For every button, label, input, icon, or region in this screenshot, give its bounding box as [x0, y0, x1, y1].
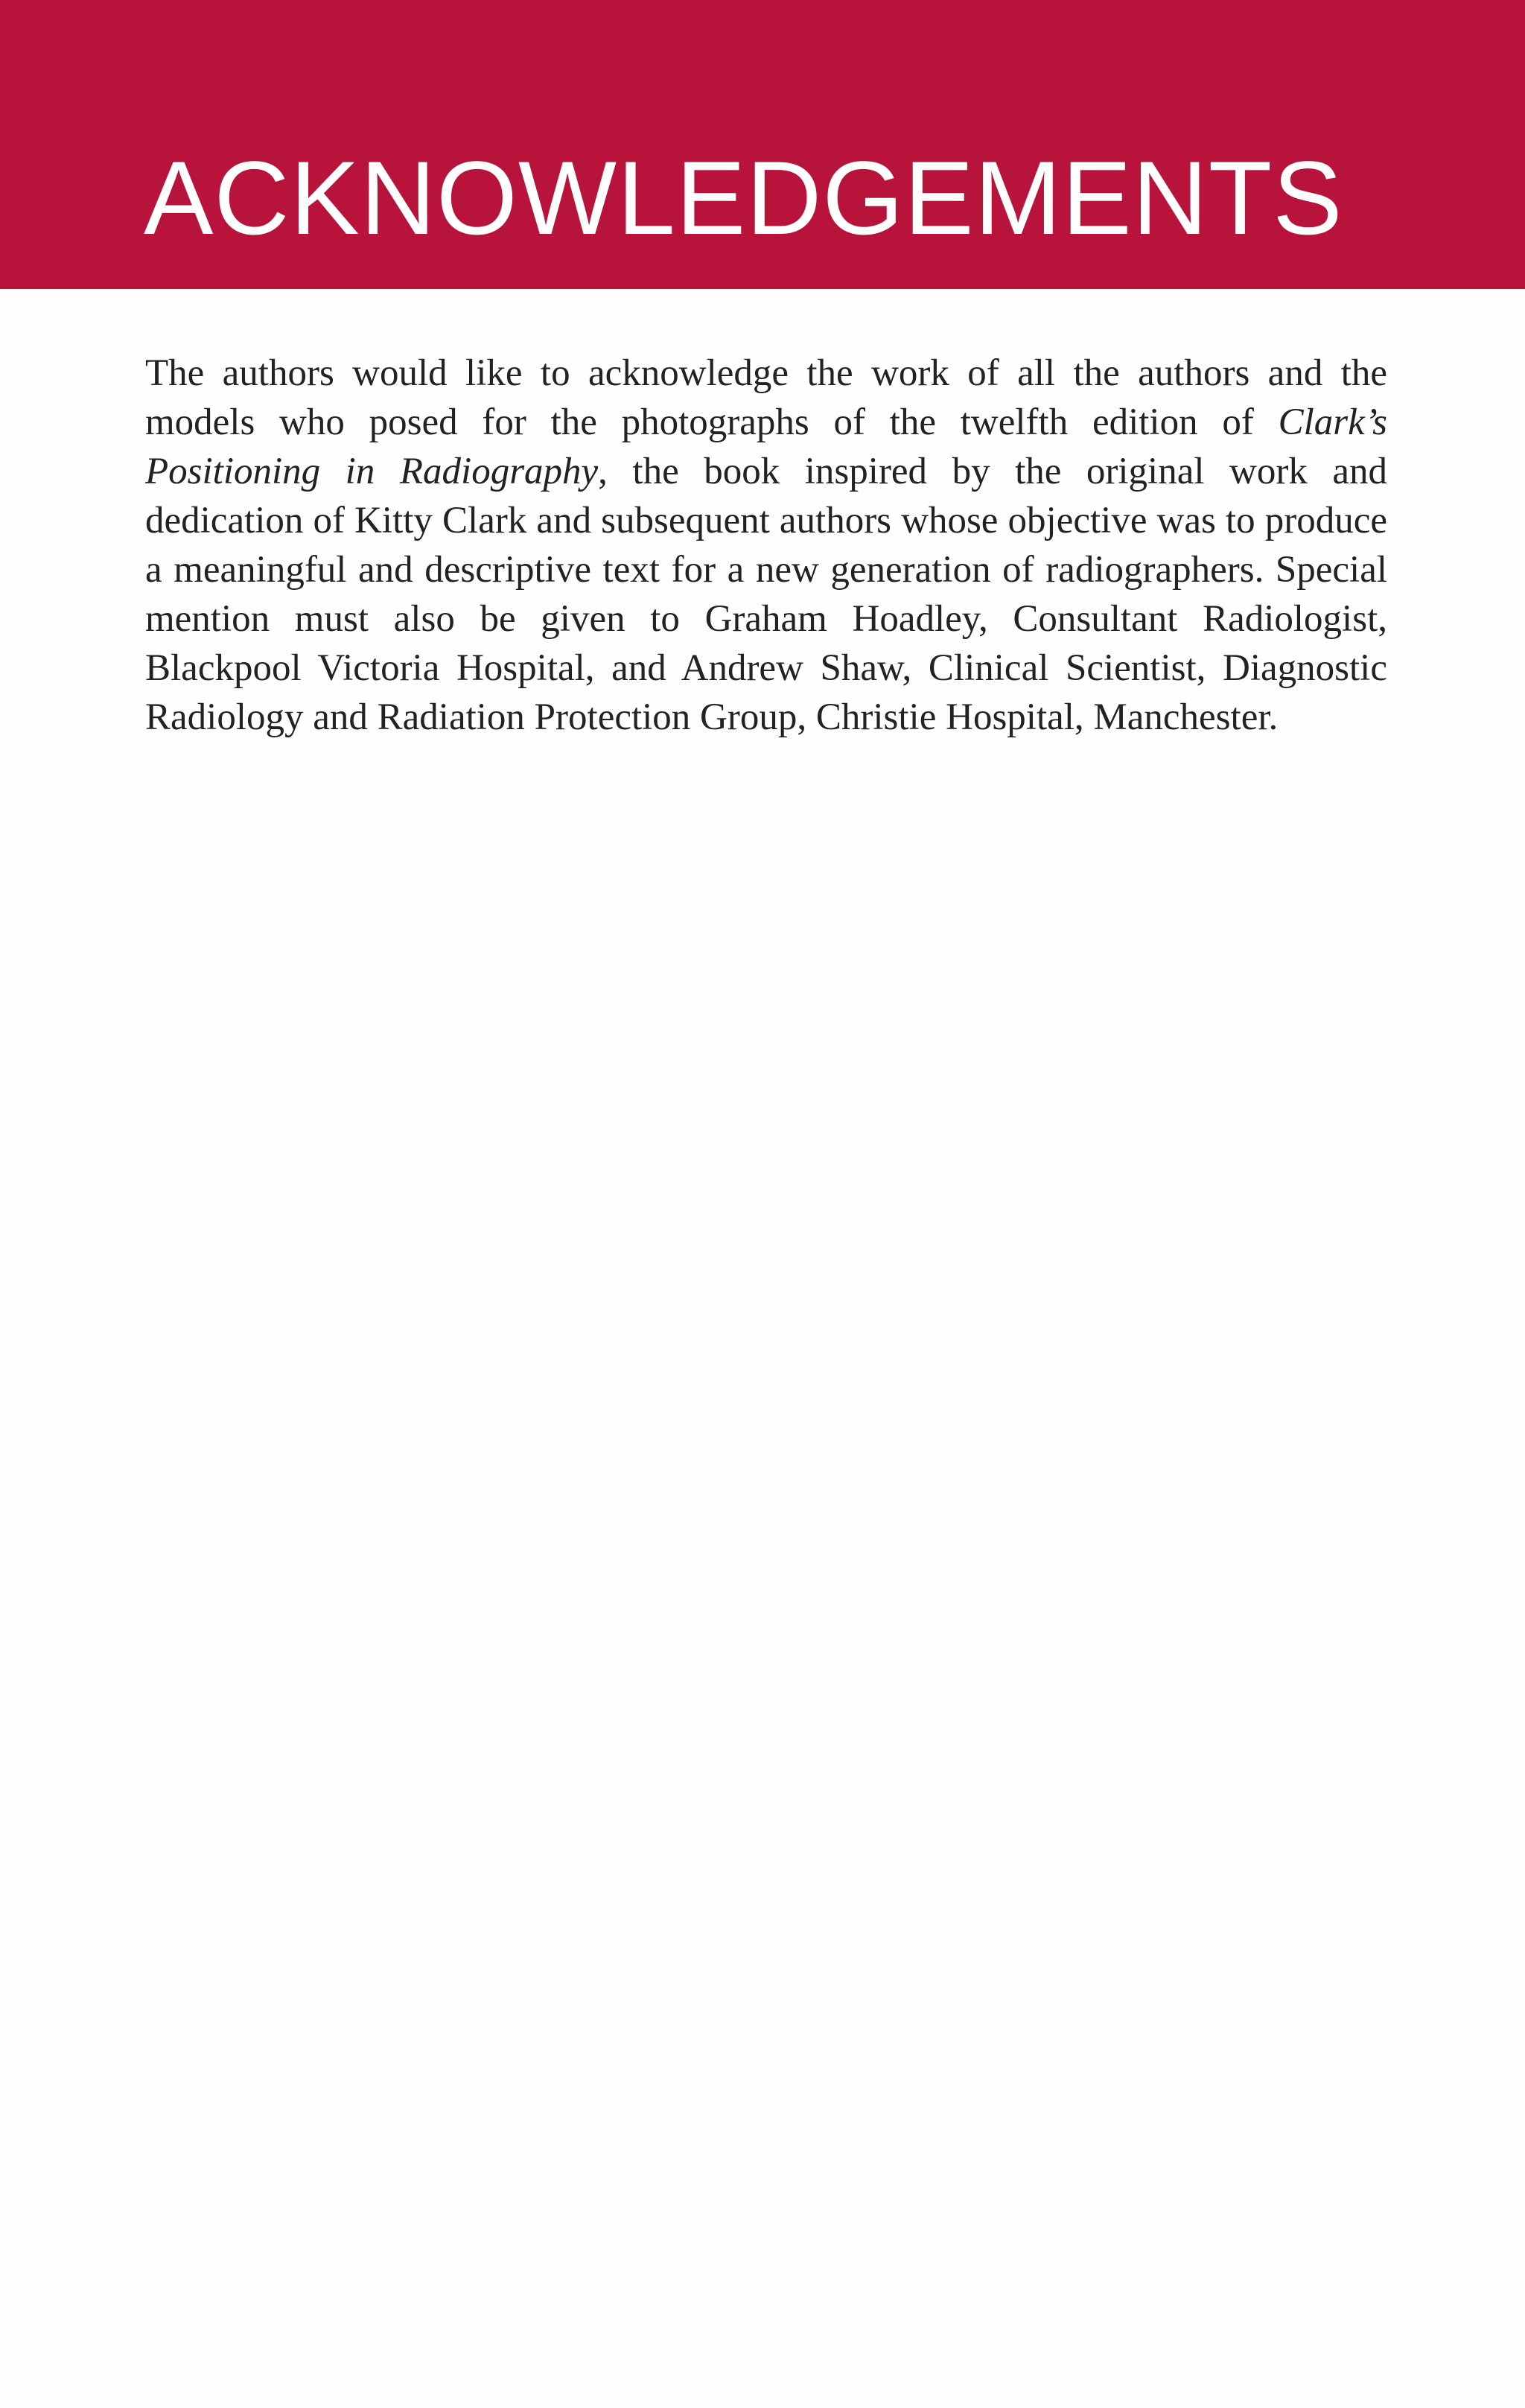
book-title: Clark’s Positioning in Radiography — [145, 401, 1387, 492]
page-title: ACKNOWLEDGEMENTS — [144, 139, 1343, 256]
paragraph-text-start: The authors would like to acknowledge the work of all the authors and the models who posed for the photographs of the twelfth edition of — [145, 352, 1387, 443]
acknowledgements-paragraph — [145, 349, 1387, 742]
header-band — [0, 0, 1525, 289]
paragraph-text-end: , the book inspired by the original work and dedication of Kitty Clark and subsequent authors whose objective was to produce a meaningful and descriptive text for a new generation of radiographers. Special mention must also be given to Graham Hoadley, Consultant Radiologist, Blackpool Victoria Hospital, and Andrew Shaw, Clinical Scientist, Diagnostic Radiology and Radiation Protection Group, Christie Hospital, Manchester. — [145, 451, 1387, 738]
